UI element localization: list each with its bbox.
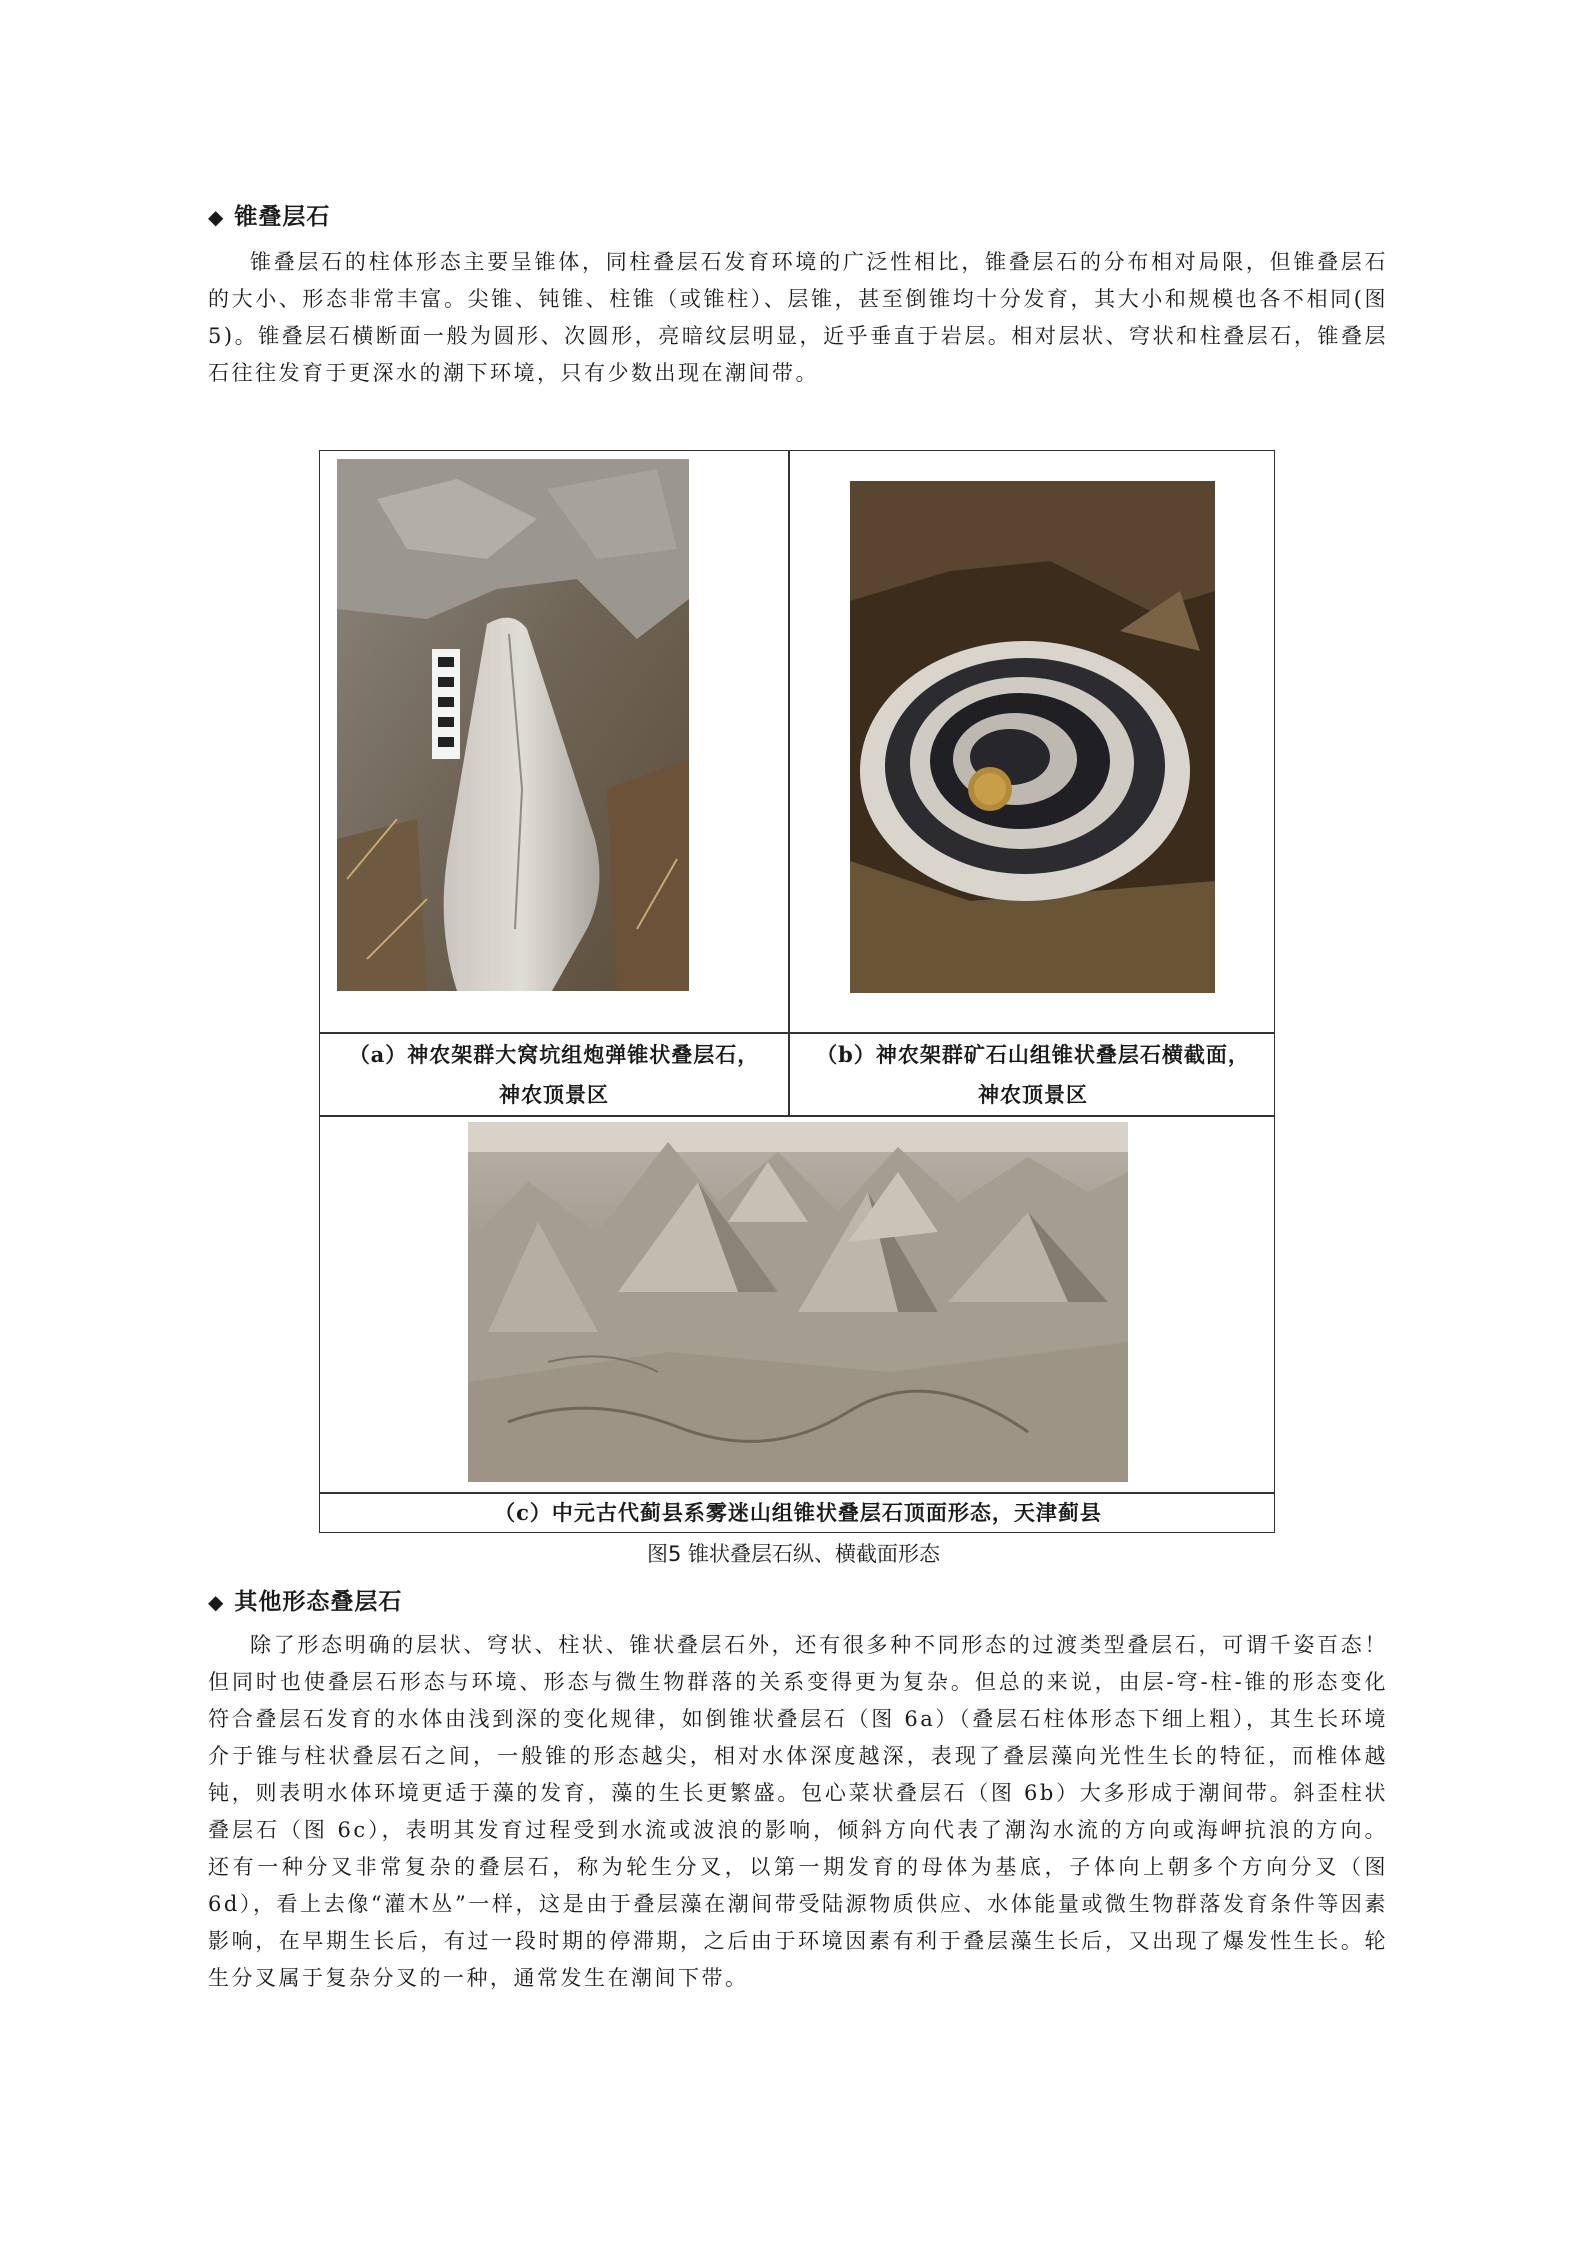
figure-5-frame (319, 450, 1275, 1533)
section-heading-text: 其他形态叠层石 (234, 1589, 403, 1615)
caption-panel-b (790, 1035, 1276, 1115)
paragraph-cone-stromatolite: 锥叠层石的柱体形态主要呈锥体，同柱叠层石发育环境的广泛性相比，锥叠层石的分布相对局限，但锥叠层石的大小、形态非常丰富。尖锥、钝锥、柱锥（或锥柱）、层锥，甚至倒锥均十分发育，其大小和规模也各不相同(图 5)。锥叠层石横断面一般为圆形、次圆形，亮暗纹层明显，近乎垂直于岩层。相对层状、穹状和柱叠层石，锥叠层石往往发育于更深水的潮下环境，只有少数出现在潮间带。 (208, 250, 1388, 385)
caption-panel-b-line1: （b）神农架群矿石山组锥状叠层石横截面， (816, 1042, 1250, 1067)
section-heading-other-stromatolite (208, 1583, 402, 1616)
photo-c-cone-stromatolite-top-surface (468, 1122, 1128, 1482)
diamond-bullet-icon: ◆ (208, 1590, 225, 1614)
section-heading-cone-stromatolite (208, 198, 330, 231)
caption-panel-a-line2: 神农顶景区 (499, 1082, 609, 1107)
section-heading-text: 锥叠层石 (234, 204, 331, 230)
figure-divider-vertical (788, 451, 790, 1115)
caption-panel-a (320, 1035, 788, 1115)
paragraph-other-stromatolite: 除了形态明确的层状、穹状、柱状、锥状叠层石外，还有很多种不同形态的过渡类型叠层石，可谓千姿百态！但同时也使叠层石形态与环境、形态与微生物群落的关系变得更为复杂。但总的来说，由层-穹-柱-锥的形态变化符合叠层石发育的水体由浅到深的变化规律，如倒锥状叠层石（图 6a）（叠层石柱体形态下细上粗），其生长环境介于锥与柱状叠层石之间，一般锥的形态越尖，相对水体深度越深，表现了叠层藻向光性生长的特征，而椎体越钝，则表明水体环境更适于藻的发育，藻的生长更繁盛。包心菜状叠层石（图 6b）大多形成于潮间带。斜歪柱状叠层石（图 6c），表明其发育过程受到水流或波浪的影响，倾斜方向代表了潮沟水流的方向或海岬抗浪的方向。还有一种分叉非常复杂的叠层石，称为轮生分叉，以第一期发育的母体为基底，子体向上朝多个方向分叉（图 6d），看上去像“灌木丛”一样，这是由于叠层藻在潮间带受陆源物质供应、水体能量或微生物群落发育条件等因素影响，在早期生长后，有过一段时期的停滞期，之后由于环境因素有利于叠层藻生长后，又出现了爆发性生长。轮生分叉属于复杂分叉的一种，通常发生在潮间下带。 (208, 1633, 1388, 1990)
figure-divider-h2 (320, 1115, 1274, 1117)
diamond-bullet-icon: ◆ (208, 205, 225, 229)
figure-5-caption: 图5 锥状叠层石纵、横截面形态 (646, 1542, 941, 1566)
caption-panel-c: （c）中元古代蓟县系雾迷山组锥状叠层石顶面形态，天津蓟县 (494, 1500, 1102, 1525)
photo-a-bullet-cone-stromatolite (337, 459, 689, 991)
photo-b-cone-stromatolite-cross-section (850, 481, 1215, 993)
caption-panel-b-line2: 神农顶景区 (978, 1082, 1088, 1107)
caption-panel-a-line1: （a）神农架群大窝坑组炮弹锥状叠层石， (348, 1042, 760, 1067)
figure-divider-h1 (320, 1032, 1274, 1034)
